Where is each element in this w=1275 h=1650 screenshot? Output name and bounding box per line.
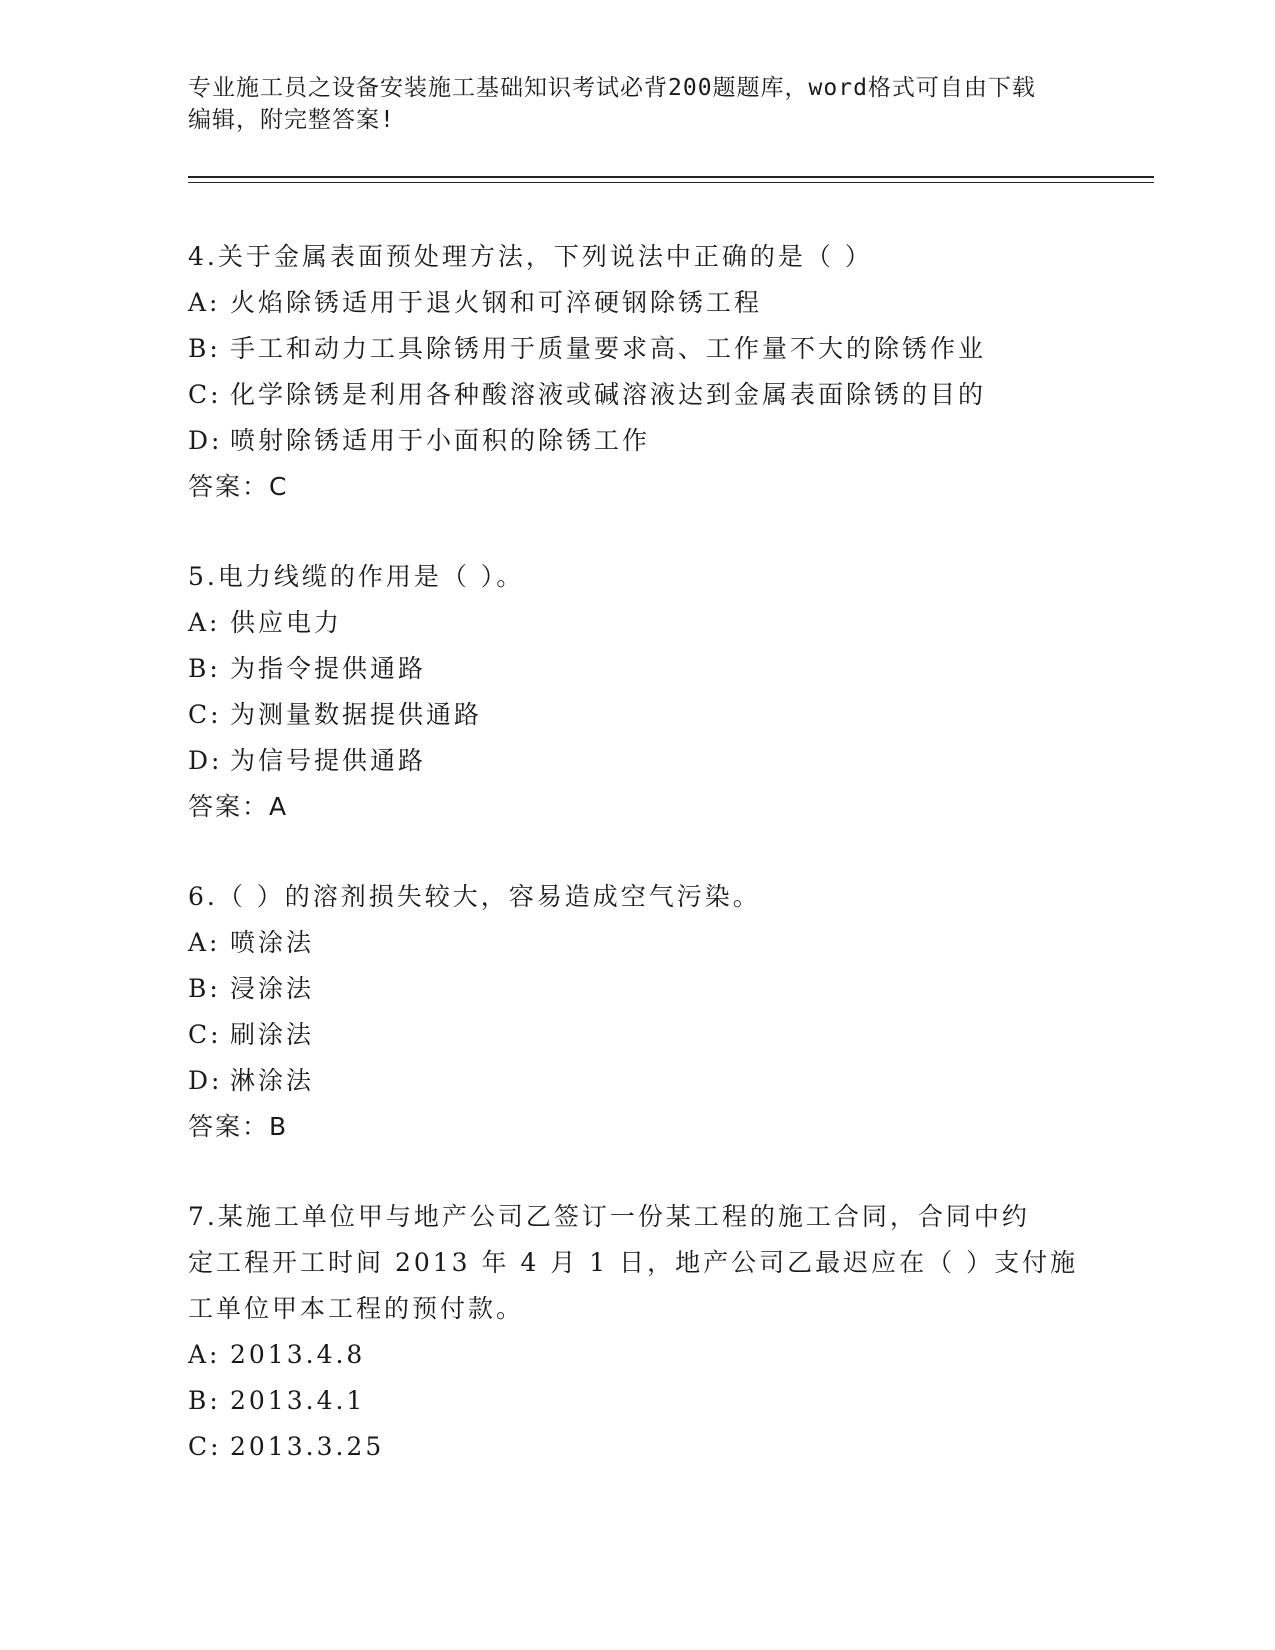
question-stem: 6.（ ）的溶剂损失较大，容易造成空气污染。 [188,882,761,911]
option-b [188,646,1088,692]
option-letter: A: [188,608,221,637]
option-letter: A: [188,288,221,317]
question-stem-line-1: 7.某施工单位甲与地产公司乙签订一份某工程的施工合同，合同中约 [188,1202,1030,1231]
option-c [188,1012,1088,1058]
option-text: 供应电力 [230,608,343,637]
option-b [188,326,1088,372]
option-text: 2013.4.1 [230,1386,366,1415]
option-letter: C: [188,380,222,409]
option-text: 化学除锈是利用各种酸溶液或碱溶液达到金属表面除锈的目的 [230,380,987,409]
option-b [188,1378,1088,1424]
option-a [188,280,1088,326]
option-d [188,418,1088,464]
option-d [188,1058,1088,1104]
option-text: 为指令提供通路 [230,654,427,683]
option-letter: D: [188,426,223,455]
option-text: 为信号提供通路 [230,746,427,775]
option-letter: B: [188,334,221,363]
question-list [188,234,1088,1514]
option-text: 2013.4.8 [230,1340,366,1369]
document-header [188,72,1068,136]
option-letter: B: [188,654,221,683]
option-d [188,738,1088,784]
option-text: 2013.3.25 [230,1432,385,1461]
option-letter: D: [188,746,223,775]
answer-line: 答案：C [188,472,289,501]
option-letter: B: [188,974,221,1003]
option-text: 为测量数据提供通路 [230,700,483,729]
option-letter: B: [188,1386,221,1415]
option-b [188,966,1088,1012]
question-stem-line-3: 工单位甲本工程的预付款。 [188,1294,525,1323]
header-title-line-1: 专业施工员之设备安装施工基础知识考试必背200题题库，word格式可自由下载 [188,75,1036,101]
option-text: 刷涂法 [230,1020,315,1049]
option-a [188,600,1088,646]
header-divider-thin [188,182,1154,183]
answer-line: 答案：B [188,1112,289,1141]
option-c [188,692,1088,738]
option-text: 淋涂法 [230,1066,315,1095]
option-letter: C: [188,1432,222,1461]
option-c [188,372,1088,418]
answer-line: 答案：A [188,792,289,821]
option-text: 浸涂法 [230,974,315,1003]
option-text: 手工和动力工具除锈用于质量要求高、工作量不大的除锈作业 [230,334,987,363]
question-4 [188,234,1088,510]
question-stem-line-2: 定工程开工时间 2013 年 4 月 1 日，地产公司乙最迟应在（ ）支付施 [188,1248,1079,1277]
option-letter: C: [188,700,222,729]
option-a [188,1332,1088,1378]
option-letter: D: [188,1066,223,1095]
header-divider-thick [188,176,1154,178]
option-letter: A: [188,928,221,957]
question-stem: 4.关于金属表面预处理方法，下列说法中正确的是（ ） [188,242,873,271]
option-text: 火焰除锈适用于退火钢和可淬硬钢除锈工程 [230,288,763,317]
option-letter: A: [188,1340,221,1369]
question-7 [188,1194,1088,1470]
option-letter: C: [188,1020,222,1049]
header-title-line-2: 编辑，附完整答案! [188,107,395,133]
question-5 [188,554,1088,830]
question-6 [188,874,1088,1150]
option-text: 喷射除锈适用于小面积的除锈工作 [230,426,651,455]
option-c [188,1424,1088,1470]
option-a [188,920,1088,966]
question-stem: 5.电力线缆的作用是（ ）。 [188,562,525,591]
option-text: 喷涂法 [230,928,315,957]
